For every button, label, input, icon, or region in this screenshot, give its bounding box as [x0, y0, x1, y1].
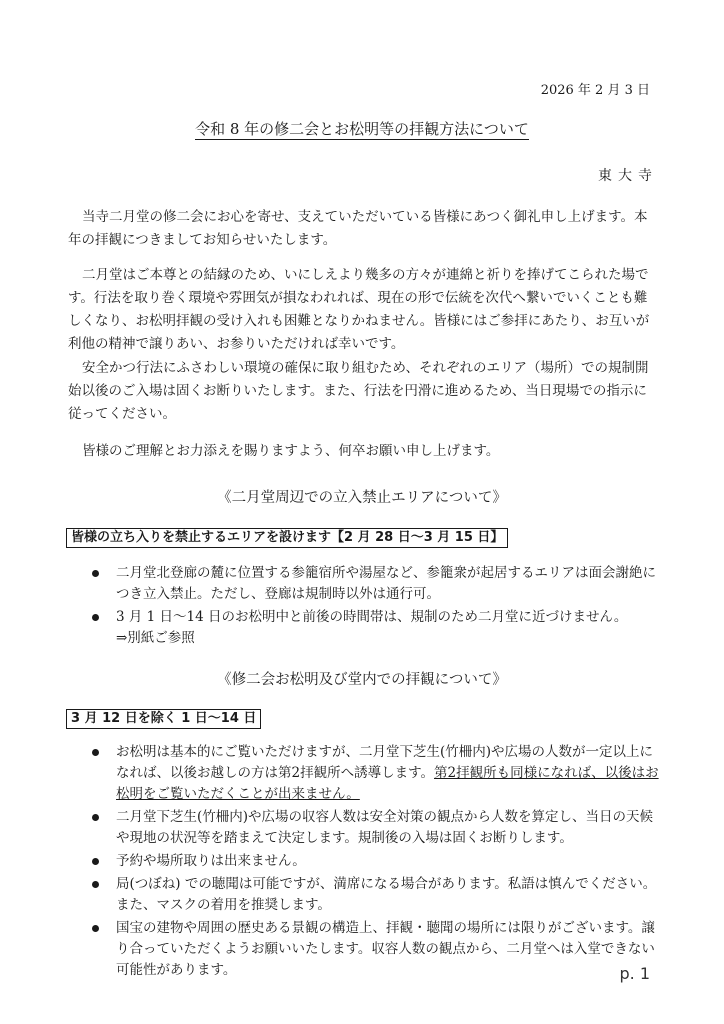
list-item [88, 607, 664, 649]
list-item-text: 二月堂北登廊の麓に位置する参籠宿所や湯屋など、参籠衆が起居するエリアは面会謝絶につき立入禁止。ただし、登廊は規制時以外は通行可。 [116, 565, 656, 602]
paragraph-closing: 皆様のご理解とお力添えを賜りますよう、何卒お願い申し上げます。 [82, 443, 500, 459]
boxed-heading-viewing-dates: 3 月 12 日を除く 1 日～14 日 [66, 709, 261, 729]
paragraph-regulation: 安全かつ行法にふさわしい環境の確保に取り組むため、それぞれのエリア（場所）での規制開始以後のご入場は固くお断りいたします。また、行法を円滑に進めるため、当日現場での指示に従ってください。 [68, 360, 649, 422]
underlined-notice: 第2拝観所も同様になれば、以後はお松明をご覧いただくことが出来ません。 [116, 765, 659, 802]
list-item-text: 局(つぼね) での聴聞は可能ですが、満席になる場合があります。私語は慎んでください。また、マスクの着用を推奨します。 [116, 876, 657, 913]
document-date: 2026 年 2 月 3 日 [540, 83, 650, 98]
list-item [88, 918, 664, 981]
paragraph-greeting: 当寺二月堂の修二会にお心を寄せ、支えていただいている皆様にあつく御礼申し上げます。本年の拝観につきましてお知らせいたします。 [68, 209, 648, 248]
bullet-icon [92, 614, 99, 621]
list-item-text: 国宝の建物や周囲の歴史ある景観の構造上、拝観・聴聞の場所には限りがございます。譲り合っていただくようお願いいたします。収容人数の観点から、二月堂へは入堂できない可能性があります。 [116, 920, 655, 978]
section-heading-viewing: 《修二会お松明及び堂内での拝観について》 [217, 672, 507, 688]
bullet-icon [92, 925, 99, 932]
viewing-rules-list [88, 742, 664, 983]
reference-note: ⇒別紙ご参照 [116, 630, 195, 646]
boxed-heading-restricted-area: 皆様の立ち入りを禁止するエリアを設けます【2 月 28 日～3 月 15 日】 [66, 528, 508, 548]
bullet-icon [92, 881, 99, 888]
page-number: p. 1 [619, 964, 650, 983]
list-item-text: お松明は基本的にご覧いただけますが、二月堂下芝生(竹柵内)や広場の人数が一定以上になれば、以後お越しの方は第2拝観所へ誘導します。 [116, 744, 654, 781]
list-item [88, 874, 664, 916]
list-item [88, 851, 664, 872]
section-heading-restricted-area: 《二月堂周辺での立入禁止エリアについて》 [217, 490, 507, 506]
organization-name: 東大寺 [598, 168, 658, 184]
list-item-text: 予約や場所取りは出来ません。 [116, 853, 306, 869]
bullet-icon [92, 858, 99, 865]
bullet-icon [92, 749, 99, 756]
bullet-icon [92, 814, 99, 821]
list-item [88, 807, 664, 849]
document-title-text: 令和 8 年の修二会とお松明等の拝観方法について [195, 120, 529, 138]
bullet-icon [92, 570, 99, 577]
list-item-text: 3 月 1 日～14 日のお松明中と前後の時間帯は、規制のため二月堂に近づけません。 [116, 609, 628, 625]
document-title [0, 118, 724, 139]
paragraph-background: 二月堂はご本尊との結縁のため、いにしえより幾多の方々が連綿と祈りを捧げてこられた場です。行法を取り巻く環境や雰囲気が損なわれれば、現在の形で伝統を次代へ繋いでいくことも難しくなり、お松明拝観の受け入れも困難となりかねません。皆様にはご参拝にあたり、お互いが利他の精神で譲りあい、お参りいただければ幸いです。 [68, 267, 650, 352]
list-item [88, 742, 664, 805]
restricted-area-list [88, 563, 664, 651]
list-item-text: 二月堂下芝生(竹柵内)や広場の収容人数は安全対策の観点から人数を算定し、当日の天候や現地の状況等を踏まえて決定します。規制後の入場は固くお断りします。 [116, 809, 654, 846]
list-item [88, 563, 664, 605]
